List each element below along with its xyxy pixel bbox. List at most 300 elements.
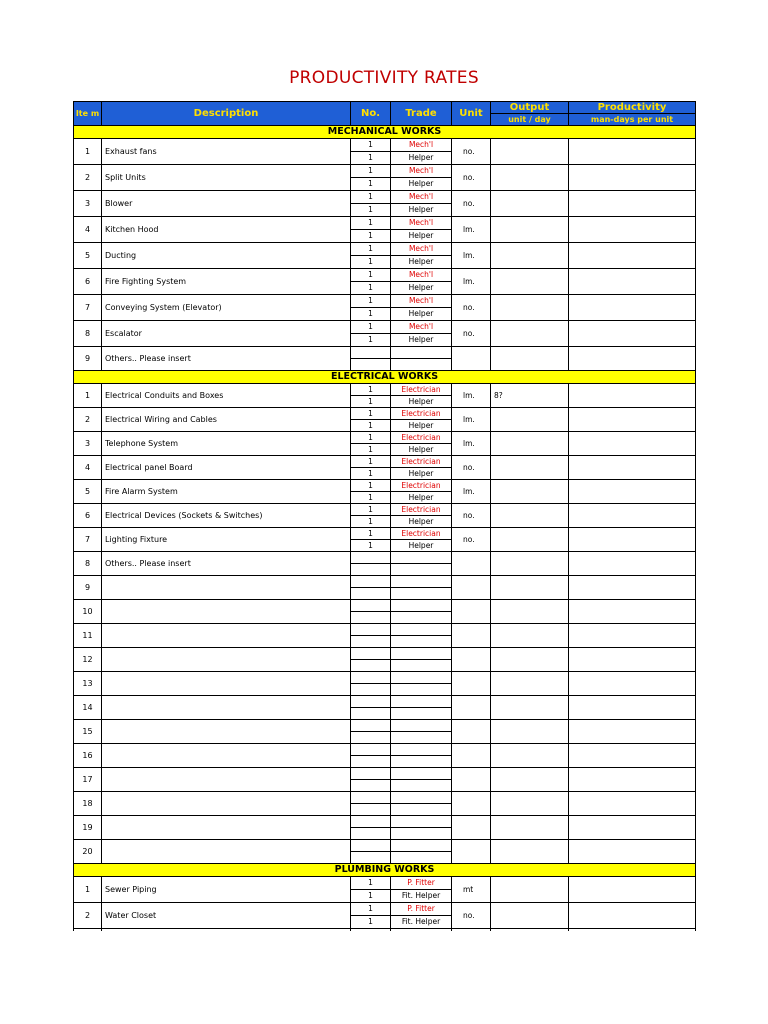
crew-count[interactable] xyxy=(351,816,391,828)
item-unit[interactable] xyxy=(452,624,491,648)
crew-trade[interactable] xyxy=(391,792,452,804)
item-number: 4 xyxy=(74,456,102,480)
crew-trade[interactable]: Helper xyxy=(391,444,452,456)
crew-count[interactable] xyxy=(351,359,391,371)
table-header xyxy=(74,102,696,126)
crew-trade[interactable]: Electrician xyxy=(391,456,452,468)
item-description[interactable]: Electrical panel Board xyxy=(102,456,351,480)
section-electrical-header xyxy=(74,371,696,384)
crew-count[interactable] xyxy=(351,696,391,708)
item-unit[interactable] xyxy=(452,816,491,840)
item-unit[interactable]: lm. xyxy=(452,480,491,504)
item-unit[interactable]: no. xyxy=(452,321,491,347)
crew-count[interactable]: 1 xyxy=(351,420,391,432)
crew-trade[interactable]: Helper xyxy=(391,420,452,432)
productivity-cell[interactable] xyxy=(569,744,696,768)
crew-trade[interactable] xyxy=(391,828,452,840)
item-number: 2 xyxy=(74,165,102,191)
crew-trade[interactable]: Helper xyxy=(391,256,452,269)
crew-count[interactable] xyxy=(351,564,391,576)
item-description[interactable]: Others.. Please insert xyxy=(102,347,351,371)
crew-trade[interactable] xyxy=(391,552,452,564)
crew-trade[interactable] xyxy=(391,804,452,816)
productivity-cell[interactable] xyxy=(569,480,696,504)
item-number: 12 xyxy=(74,648,102,672)
productivity-cell[interactable] xyxy=(569,432,696,456)
crew-count[interactable]: 1 xyxy=(351,516,391,528)
output-cell[interactable] xyxy=(491,744,569,768)
item-description[interactable] xyxy=(102,744,351,768)
productivity-cell[interactable] xyxy=(569,576,696,600)
header-no: No. xyxy=(351,102,391,126)
crew-trade[interactable]: Helper xyxy=(391,152,452,165)
item-description[interactable] xyxy=(102,696,351,720)
crew-count[interactable]: 1 xyxy=(351,903,391,916)
item-unit[interactable] xyxy=(452,696,491,720)
item-description[interactable]: Sewer Piping xyxy=(102,877,351,903)
output-cell[interactable] xyxy=(491,504,569,528)
output-cell[interactable] xyxy=(491,768,569,792)
productivity-cell[interactable] xyxy=(569,408,696,432)
crew-trade[interactable] xyxy=(391,612,452,624)
output-cell[interactable] xyxy=(491,648,569,672)
crew-trade[interactable]: Mech'l xyxy=(391,321,452,334)
crew-trade[interactable]: Electrician xyxy=(391,528,452,540)
crew-trade[interactable] xyxy=(391,732,452,744)
crew-count[interactable] xyxy=(351,708,391,720)
crew-trade[interactable] xyxy=(391,636,452,648)
output-cell[interactable] xyxy=(491,480,569,504)
crew-count[interactable]: 1 xyxy=(351,408,391,420)
crew-count[interactable] xyxy=(351,732,391,744)
crew-trade[interactable] xyxy=(391,660,452,672)
crew-count[interactable]: 1 xyxy=(351,269,391,282)
crew-count[interactable]: 1 xyxy=(351,230,391,243)
section-title: MECHANICAL WORKS xyxy=(74,126,696,139)
item-number: 15 xyxy=(74,720,102,744)
crew-count[interactable]: 1 xyxy=(351,444,391,456)
crew-trade[interactable]: Helper xyxy=(391,492,452,504)
crew-count[interactable] xyxy=(351,347,391,359)
productivity-cell[interactable] xyxy=(569,696,696,720)
crew-trade[interactable] xyxy=(391,624,452,636)
table-row xyxy=(74,672,696,684)
crew-count[interactable] xyxy=(351,756,391,768)
crew-trade[interactable]: Fit. Helper xyxy=(391,890,452,903)
table-row xyxy=(74,321,696,334)
crew-count[interactable]: 1 xyxy=(351,540,391,552)
item-unit[interactable] xyxy=(452,744,491,768)
productivity-cell[interactable] xyxy=(569,321,696,347)
output-cell[interactable] xyxy=(491,877,569,903)
output-cell[interactable] xyxy=(491,528,569,552)
item-unit[interactable]: lm. xyxy=(452,432,491,456)
output-cell[interactable] xyxy=(491,408,569,432)
crew-trade[interactable]: Helper xyxy=(391,468,452,480)
productivity-cell[interactable] xyxy=(569,903,696,929)
crew-count[interactable]: 1 xyxy=(351,217,391,230)
crew-trade[interactable] xyxy=(391,696,452,708)
item-unit[interactable]: no. xyxy=(452,191,491,217)
productivity-cell[interactable] xyxy=(569,768,696,792)
crew-count[interactable]: 1 xyxy=(351,321,391,334)
item-number: 20 xyxy=(74,840,102,864)
crew-trade[interactable] xyxy=(391,600,452,612)
table-row xyxy=(74,720,696,732)
productivity-cell[interactable] xyxy=(569,165,696,191)
crew-trade[interactable]: Mech'l xyxy=(391,243,452,256)
item-unit[interactable]: lm. xyxy=(452,384,491,408)
table-row xyxy=(74,600,696,612)
crew-count[interactable] xyxy=(351,744,391,756)
output-cell[interactable] xyxy=(491,792,569,816)
item-description[interactable]: Split Units xyxy=(102,165,351,191)
item-unit[interactable]: no. xyxy=(452,295,491,321)
crew-trade[interactable]: Helper xyxy=(391,178,452,191)
crew-count[interactable]: 1 xyxy=(351,384,391,396)
crew-count[interactable] xyxy=(351,600,391,612)
section-title: PLUMBING WORKS xyxy=(74,864,696,877)
crew-trade[interactable]: Helper xyxy=(391,396,452,408)
item-description[interactable]: Electrical Wiring and Cables xyxy=(102,408,351,432)
item-description[interactable] xyxy=(102,816,351,840)
crew-trade[interactable] xyxy=(391,780,452,792)
crew-count[interactable]: 1 xyxy=(351,334,391,347)
item-description[interactable]: Escalator xyxy=(102,321,351,347)
productivity-cell[interactable] xyxy=(569,243,696,269)
output-cell[interactable] xyxy=(491,139,569,165)
crew-trade[interactable]: Electrician xyxy=(391,432,452,444)
item-unit[interactable]: no. xyxy=(452,456,491,480)
crew-count[interactable] xyxy=(351,588,391,600)
item-description[interactable] xyxy=(102,672,351,696)
productivity-cell[interactable] xyxy=(569,139,696,165)
item-number: 19 xyxy=(74,816,102,840)
crew-count[interactable]: 1 xyxy=(351,432,391,444)
crew-count[interactable] xyxy=(351,660,391,672)
crew-trade[interactable] xyxy=(391,852,452,864)
crew-trade[interactable] xyxy=(391,744,452,756)
crew-trade[interactable]: Mech'l xyxy=(391,217,452,230)
output-cell[interactable] xyxy=(491,191,569,217)
item-unit[interactable] xyxy=(452,768,491,792)
item-description[interactable]: Lighting Fixture xyxy=(102,528,351,552)
item-description[interactable]: Exhaust fans xyxy=(102,139,351,165)
table-row xyxy=(74,792,696,804)
crew-trade[interactable]: P. Fitter xyxy=(391,877,452,890)
item-description[interactable]: Ducting xyxy=(102,243,351,269)
productivity-cell[interactable] xyxy=(569,877,696,903)
table-row xyxy=(74,816,696,828)
table-row xyxy=(74,269,696,282)
item-number: 14 xyxy=(74,696,102,720)
item-number: 11 xyxy=(74,624,102,648)
crew-count[interactable]: 1 xyxy=(351,504,391,516)
crew-count[interactable]: 1 xyxy=(351,468,391,480)
item-unit[interactable] xyxy=(452,600,491,624)
crew-count[interactable] xyxy=(351,804,391,816)
productivity-cell[interactable] xyxy=(569,624,696,648)
productivity-cell[interactable] xyxy=(569,552,696,576)
table-row xyxy=(74,504,696,516)
output-cell[interactable] xyxy=(491,696,569,720)
crew-count[interactable] xyxy=(351,840,391,852)
item-description[interactable] xyxy=(102,792,351,816)
output-cell[interactable] xyxy=(491,552,569,576)
item-unit[interactable]: no. xyxy=(452,165,491,191)
table-row xyxy=(74,528,696,540)
table-row xyxy=(74,384,696,396)
crew-trade[interactable]: Mech'l xyxy=(391,139,452,152)
header-description: Description xyxy=(102,102,351,126)
crew-trade[interactable] xyxy=(391,768,452,780)
productivity-cell[interactable] xyxy=(569,347,696,371)
item-unit[interactable] xyxy=(452,672,491,696)
crew-trade[interactable] xyxy=(391,564,452,576)
crew-trade[interactable] xyxy=(391,816,452,828)
crew-count[interactable]: 1 xyxy=(351,890,391,903)
item-unit[interactable] xyxy=(452,720,491,744)
item-description[interactable] xyxy=(102,720,351,744)
crew-count[interactable]: 1 xyxy=(351,165,391,178)
item-unit[interactable]: lm. xyxy=(452,408,491,432)
productivity-cell[interactable] xyxy=(569,648,696,672)
item-unit[interactable] xyxy=(452,347,491,371)
section-plumbing-header xyxy=(74,864,696,877)
crew-count[interactable] xyxy=(351,576,391,588)
output-cell[interactable] xyxy=(491,903,569,929)
item-unit[interactable]: no. xyxy=(452,139,491,165)
crew-trade[interactable] xyxy=(391,720,452,732)
crew-count[interactable]: 1 xyxy=(351,256,391,269)
crew-count[interactable]: 1 xyxy=(351,492,391,504)
item-unit[interactable]: lm. xyxy=(452,217,491,243)
table-row xyxy=(74,295,696,308)
item-unit[interactable]: no. xyxy=(452,528,491,552)
productivity-cell[interactable] xyxy=(569,816,696,840)
header-item: Ite m xyxy=(74,102,102,126)
crew-count[interactable]: 1 xyxy=(351,152,391,165)
crew-trade[interactable] xyxy=(391,588,452,600)
crew-count[interactable] xyxy=(351,648,391,660)
crew-trade[interactable]: Electrician xyxy=(391,480,452,492)
crew-trade[interactable] xyxy=(391,576,452,588)
table-row xyxy=(74,744,696,756)
crew-count[interactable]: 1 xyxy=(351,191,391,204)
item-unit[interactable] xyxy=(452,576,491,600)
output-cell[interactable] xyxy=(491,217,569,243)
crew-trade[interactable] xyxy=(391,359,452,371)
productivity-cell[interactable] xyxy=(569,720,696,744)
crew-count[interactable]: 1 xyxy=(351,456,391,468)
output-cell[interactable] xyxy=(491,347,569,371)
output-cell[interactable] xyxy=(491,600,569,624)
crew-count[interactable]: 1 xyxy=(351,916,391,929)
crew-count[interactable]: 1 xyxy=(351,139,391,152)
output-cell[interactable] xyxy=(491,456,569,480)
item-number: 3 xyxy=(74,432,102,456)
item-number: 18 xyxy=(74,792,102,816)
crew-count[interactable]: 1 xyxy=(351,243,391,256)
productivity-cell[interactable] xyxy=(569,792,696,816)
output-cell[interactable] xyxy=(491,295,569,321)
crew-trade[interactable] xyxy=(391,672,452,684)
crew-count[interactable] xyxy=(351,684,391,696)
productivity-cell[interactable] xyxy=(569,672,696,696)
item-number: 1 xyxy=(74,384,102,408)
crew-trade[interactable]: Mech'l xyxy=(391,165,452,178)
table-row xyxy=(74,456,696,468)
item-unit[interactable] xyxy=(452,840,491,864)
crew-count[interactable]: 1 xyxy=(351,308,391,321)
item-number: 2 xyxy=(74,903,102,929)
crew-count[interactable]: 1 xyxy=(351,204,391,217)
crew-trade[interactable]: Helper xyxy=(391,230,452,243)
crew-count[interactable]: 1 xyxy=(351,480,391,492)
item-description[interactable]: Fire Alarm System xyxy=(102,480,351,504)
crew-count[interactable] xyxy=(351,672,391,684)
crew-count[interactable]: 1 xyxy=(351,877,391,890)
item-description[interactable]: Water Closet xyxy=(102,903,351,929)
crew-count[interactable] xyxy=(351,720,391,732)
table-row xyxy=(74,877,696,890)
item-number: 3 xyxy=(74,191,102,217)
crew-count[interactable] xyxy=(351,780,391,792)
crew-count[interactable] xyxy=(351,768,391,780)
item-unit[interactable]: lm. xyxy=(452,269,491,295)
table-row xyxy=(74,432,696,444)
crew-trade[interactable]: Helper xyxy=(391,282,452,295)
productivity-cell[interactable] xyxy=(569,840,696,864)
crew-trade[interactable]: Mech'l xyxy=(391,295,452,308)
output-cell[interactable] xyxy=(491,672,569,696)
crew-count[interactable]: 1 xyxy=(351,282,391,295)
item-description[interactable]: Others.. Please insert xyxy=(102,552,351,576)
crew-trade[interactable]: Helper xyxy=(391,516,452,528)
crew-trade[interactable]: Mech'l xyxy=(391,191,452,204)
item-description[interactable] xyxy=(102,840,351,864)
crew-trade[interactable]: P. Fitter xyxy=(391,903,452,916)
item-unit[interactable]: no. xyxy=(452,903,491,929)
productivity-cell[interactable] xyxy=(569,600,696,624)
item-unit[interactable] xyxy=(452,552,491,576)
item-description[interactable] xyxy=(102,600,351,624)
table-row xyxy=(74,165,696,178)
item-number: 5 xyxy=(74,480,102,504)
crew-trade[interactable] xyxy=(391,840,452,852)
output-cell[interactable] xyxy=(491,816,569,840)
productivity-cell[interactable] xyxy=(569,504,696,528)
item-description[interactable]: Electrical Devices (Sockets & Switches) xyxy=(102,504,351,528)
item-unit[interactable]: lm. xyxy=(452,243,491,269)
crew-count[interactable]: 1 xyxy=(351,396,391,408)
crew-trade[interactable] xyxy=(391,648,452,660)
item-unit[interactable]: no. xyxy=(452,504,491,528)
crew-count[interactable] xyxy=(351,828,391,840)
table-row xyxy=(74,576,696,588)
crew-trade[interactable]: Electrician xyxy=(391,384,452,396)
item-description[interactable] xyxy=(102,768,351,792)
crew-count[interactable] xyxy=(351,792,391,804)
item-description[interactable]: Telephone System xyxy=(102,432,351,456)
output-cell[interactable] xyxy=(491,840,569,864)
item-description[interactable]: Electrical Conduits and Boxes xyxy=(102,384,351,408)
item-description[interactable] xyxy=(102,624,351,648)
productivity-cell[interactable] xyxy=(569,456,696,480)
output-cell[interactable] xyxy=(491,432,569,456)
item-unit[interactable]: mt xyxy=(452,877,491,903)
item-description[interactable] xyxy=(102,576,351,600)
output-cell[interactable] xyxy=(491,165,569,191)
item-number: 16 xyxy=(74,744,102,768)
item-number: 17 xyxy=(74,768,102,792)
crew-trade[interactable] xyxy=(391,347,452,359)
item-unit[interactable] xyxy=(452,792,491,816)
table-row xyxy=(74,624,696,636)
item-number: 13 xyxy=(74,672,102,696)
crew-trade[interactable]: Helper xyxy=(391,308,452,321)
output-cell[interactable] xyxy=(491,321,569,347)
crew-count[interactable] xyxy=(351,636,391,648)
item-description[interactable]: Blower xyxy=(102,191,351,217)
crew-count[interactable] xyxy=(351,612,391,624)
page-bottom-margin xyxy=(0,931,768,1024)
crew-trade[interactable] xyxy=(391,684,452,696)
output-cell[interactable] xyxy=(491,243,569,269)
crew-trade[interactable]: Electrician xyxy=(391,408,452,420)
table-row xyxy=(74,648,696,660)
table-row xyxy=(74,347,696,359)
crew-count[interactable]: 1 xyxy=(351,178,391,191)
productivity-cell[interactable] xyxy=(569,528,696,552)
crew-count[interactable]: 1 xyxy=(351,528,391,540)
crew-trade[interactable]: Helper xyxy=(391,540,452,552)
item-description[interactable]: Fire Fighting System xyxy=(102,269,351,295)
productivity-cell[interactable] xyxy=(569,269,696,295)
item-number: 6 xyxy=(74,269,102,295)
table-row xyxy=(74,139,696,152)
crew-count[interactable] xyxy=(351,852,391,864)
item-unit[interactable] xyxy=(452,648,491,672)
output-cell[interactable] xyxy=(491,269,569,295)
crew-trade[interactable]: Mech'l xyxy=(391,269,452,282)
output-cell[interactable] xyxy=(491,576,569,600)
productivity-cell[interactable] xyxy=(569,217,696,243)
crew-count[interactable]: 1 xyxy=(351,295,391,308)
crew-trade[interactable] xyxy=(391,756,452,768)
crew-trade[interactable]: Helper xyxy=(391,334,452,347)
crew-trade[interactable]: Fit. Helper xyxy=(391,916,452,929)
output-cell[interactable] xyxy=(491,624,569,648)
item-number: 1 xyxy=(74,877,102,903)
crew-count[interactable] xyxy=(351,552,391,564)
crew-trade[interactable] xyxy=(391,708,452,720)
item-number: 7 xyxy=(74,295,102,321)
crew-trade[interactable]: Helper xyxy=(391,204,452,217)
productivity-cell[interactable] xyxy=(569,384,696,408)
productivity-cell[interactable] xyxy=(569,191,696,217)
output-cell[interactable]: 8? xyxy=(491,384,569,408)
productivity-cell[interactable] xyxy=(569,295,696,321)
crew-count[interactable] xyxy=(351,624,391,636)
item-description[interactable] xyxy=(102,648,351,672)
output-cell[interactable] xyxy=(491,720,569,744)
crew-trade[interactable]: Electrician xyxy=(391,504,452,516)
table-row xyxy=(74,480,696,492)
item-description[interactable]: Conveying System (Elevator) xyxy=(102,295,351,321)
item-description[interactable]: Kitchen Hood xyxy=(102,217,351,243)
header-productivity-sub: man-days per unit xyxy=(569,114,696,126)
